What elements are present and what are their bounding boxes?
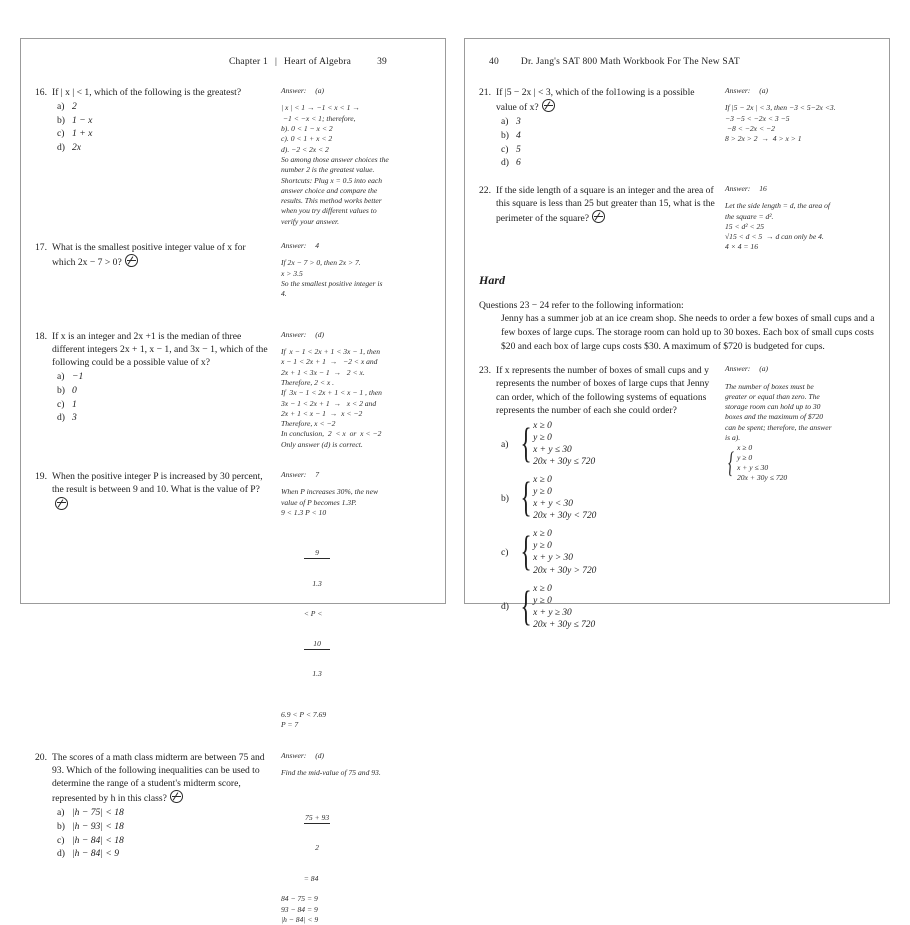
choice-text: 3 bbox=[72, 411, 77, 425]
question-stem-22 bbox=[496, 184, 715, 226]
choice-label: b) bbox=[501, 129, 516, 143]
question-19 bbox=[35, 470, 271, 512]
choice-text: 3 bbox=[516, 115, 521, 129]
answer-label: Answer: bbox=[725, 364, 750, 373]
choice-label: b) bbox=[501, 493, 516, 504]
choice-text: |h − 84| < 18 bbox=[72, 834, 124, 848]
choice-text: 2 bbox=[72, 100, 77, 114]
choice-label: b) bbox=[57, 114, 72, 128]
answer-value: (a) bbox=[759, 364, 768, 373]
choice-20-a[interactable] bbox=[57, 806, 271, 820]
answer-line: |h − 84| < 9 bbox=[281, 915, 431, 925]
question-block-17 bbox=[35, 241, 431, 300]
answer-column-19 bbox=[271, 470, 431, 730]
question-number-22: 22. bbox=[479, 184, 496, 226]
answer-value: 7 bbox=[315, 470, 319, 479]
fraction-middle: < P < bbox=[304, 609, 323, 618]
question-block-19 bbox=[35, 470, 431, 730]
question-23 bbox=[479, 364, 715, 417]
answer-line: | x | < 1 → −1 < x < 1 → bbox=[281, 103, 431, 113]
question-column-16 bbox=[35, 86, 271, 155]
system-row: 20x + 30y ≤ 720 bbox=[533, 619, 595, 631]
grid-in-icon bbox=[125, 254, 138, 267]
question-number-18: 18. bbox=[35, 330, 52, 370]
choice-23-b[interactable]: b) { x ≥ 0 y ≥ 0 x + y < 30 20x + 30y < 720 bbox=[501, 474, 715, 522]
fraction-denominator: 2 bbox=[304, 844, 331, 853]
answer-23 bbox=[725, 364, 875, 483]
question-16 bbox=[35, 86, 271, 99]
choice-label: c) bbox=[501, 143, 516, 157]
answer-value: (d) bbox=[315, 751, 324, 760]
question-21 bbox=[479, 86, 715, 114]
answer-column-23 bbox=[715, 364, 875, 483]
answer-value: (d) bbox=[315, 330, 324, 339]
stem-text: What is the smallest positive integer value of x for which 2x − 7 > 0? bbox=[52, 242, 246, 268]
answer-line: boxes and the maximum of $720 bbox=[725, 412, 875, 422]
choice-text: 4 bbox=[516, 129, 521, 143]
system-row: x + y ≥ 30 bbox=[533, 607, 595, 619]
answer-line: 9 < 1.3 P < 10 bbox=[281, 508, 431, 518]
answer-value: 16 bbox=[759, 184, 767, 193]
answer-line: The number of boxes must be bbox=[725, 382, 875, 392]
answer-line: is a). bbox=[725, 433, 875, 443]
answer-line: When P increases 30%, the new bbox=[281, 487, 431, 497]
question-number-19: 19. bbox=[35, 470, 52, 512]
question-column-20 bbox=[35, 751, 271, 861]
answer-label: Answer: bbox=[281, 330, 306, 339]
answer-header-23 bbox=[725, 364, 875, 374]
page-right bbox=[464, 38, 890, 604]
grid-in-icon bbox=[55, 497, 68, 510]
answer-line: 6.9 < P < 7.69 bbox=[281, 710, 431, 720]
answer-line: So among those answer choices the bbox=[281, 155, 431, 165]
choice-label: d) bbox=[501, 601, 516, 612]
question-number-20: 20. bbox=[35, 751, 52, 806]
question-column-23 bbox=[479, 364, 715, 636]
answer-line: Therefore, x < −2 bbox=[281, 419, 431, 429]
stem-text: The scores of a math class midterm are between 75 and 93. Which of the following inequalities can be used to determine the range of a student's midterm score, represented by h in this class? bbox=[52, 752, 265, 805]
question-column-18 bbox=[35, 330, 271, 425]
choice-18-d[interactable] bbox=[57, 411, 271, 425]
question-18 bbox=[35, 330, 271, 370]
choice-21-a[interactable] bbox=[501, 115, 715, 129]
answer-fraction-inequality bbox=[281, 518, 431, 710]
fraction-numerator: 9 bbox=[304, 549, 331, 559]
answer-line: when you try different values to bbox=[281, 206, 431, 216]
fraction-equals: = 84 bbox=[304, 874, 319, 883]
system-row: y ≥ 0 bbox=[533, 486, 596, 498]
question-column-19 bbox=[35, 470, 271, 512]
system-row: x ≥ 0 bbox=[533, 474, 596, 486]
section-heading-hard: Hard bbox=[479, 273, 875, 288]
answer-column-20 bbox=[271, 751, 431, 925]
grid-in-icon bbox=[542, 99, 555, 112]
choice-text: 2x bbox=[72, 141, 81, 155]
answer-line: value of P becomes 1.3P. bbox=[281, 498, 431, 508]
answer-label: Answer: bbox=[281, 751, 306, 760]
grid-in-icon bbox=[170, 790, 183, 803]
choice-text: 6 bbox=[516, 156, 521, 170]
choice-text: |h − 84| < 9 bbox=[72, 847, 119, 861]
answer-header-20 bbox=[281, 751, 431, 761]
choice-system bbox=[533, 420, 595, 468]
question-column-21 bbox=[479, 86, 715, 170]
answer-line: 15 < d² < 25 bbox=[725, 222, 875, 232]
answer-column-16 bbox=[271, 86, 431, 227]
book-title: Dr. Jang's SAT 800 Math Workbook For The New SAT bbox=[521, 57, 740, 70]
question-column-22 bbox=[479, 184, 715, 226]
question-number-23: 23. bbox=[479, 364, 496, 417]
answer-20 bbox=[281, 751, 431, 925]
answer-label: Answer: bbox=[725, 184, 750, 193]
choice-label: a) bbox=[57, 370, 72, 384]
system-row: 20x + 30y < 720 bbox=[533, 510, 596, 522]
answer-line: −8 < −2x < −2 bbox=[725, 124, 875, 134]
answer-21 bbox=[725, 86, 875, 145]
passage-body: Jenny has a summer job at an ice cream shop. She needs to order a few boxes of small cups and a few boxes of large cups. The storage room can hold up to 30 boxes. Each box of small cups costs $20 and each box of large cups costs $30. A maximum of $720 is budgeted for cups. bbox=[479, 312, 875, 353]
question-stem-19 bbox=[52, 470, 271, 512]
choice-text: 1 bbox=[72, 398, 77, 412]
question-stem-23: If x represents the number of boxes of small cups and y represents the number of boxes of large cups that Jenny can order, which of the following systems of equations represents the number of each she could order? bbox=[496, 364, 715, 417]
answer-line: Therefore, 2 < x . bbox=[281, 378, 431, 388]
choice-20-c[interactable] bbox=[57, 834, 271, 848]
choice-label: d) bbox=[57, 411, 72, 425]
fraction-numerator: 75 + 93 bbox=[304, 814, 331, 824]
choices-21 bbox=[479, 115, 715, 169]
answer-19 bbox=[281, 470, 431, 730]
system-row: 20x + 30y ≤ 720 bbox=[533, 456, 595, 468]
choice-text: 5 bbox=[516, 143, 521, 157]
choice-16-c[interactable] bbox=[57, 127, 271, 141]
choice-18-b[interactable] bbox=[57, 384, 271, 398]
system-row: x ≥ 0 bbox=[737, 443, 787, 453]
answer-header-17 bbox=[281, 241, 431, 251]
question-stem-20 bbox=[52, 751, 271, 806]
answer-line: So the smallest positive integer is bbox=[281, 279, 431, 289]
fraction-right bbox=[304, 619, 331, 699]
choice-label: c) bbox=[57, 398, 72, 412]
answer-line: the square = d². bbox=[725, 212, 875, 222]
fraction-denominator: 1.3 bbox=[304, 580, 331, 589]
answer-value: (a) bbox=[315, 86, 324, 95]
answer-line: answer choice and compare the bbox=[281, 186, 431, 196]
question-block-23 bbox=[479, 364, 875, 636]
system-row: y ≥ 0 bbox=[737, 453, 787, 463]
grid-in-icon bbox=[592, 210, 605, 223]
answer-line: c). 0 < 1 + x < 2 bbox=[281, 134, 431, 144]
choices-18 bbox=[35, 370, 271, 424]
system-row: 20x + 30y ≤ 720 bbox=[737, 473, 787, 483]
answer-18 bbox=[281, 330, 431, 450]
answer-system-23: { x ≥ 0 y ≥ 0 x + y ≤ 30 20x + 30y ≤ 720 bbox=[725, 443, 875, 482]
choice-label: d) bbox=[57, 141, 72, 155]
running-head-left bbox=[35, 57, 431, 70]
answer-line: results. This method works better bbox=[281, 196, 431, 206]
answer-line: 2x + 1 < x − 1 → x < −2 bbox=[281, 409, 431, 419]
question-stem-18: If x is an integer and 2x +1 is the median of three different integers 2x + 1, x − 1, and 3x − 1, which of the following could be a possible value of x? bbox=[52, 330, 271, 370]
answer-label: Answer: bbox=[725, 86, 750, 95]
answer-line: If 3x − 1 < 2x + 1 < x − 1 , then bbox=[281, 388, 431, 398]
choice-23-a[interactable]: a) { x ≥ 0 y ≥ 0 x + y ≤ 30 20x + 30y ≤ 720 bbox=[501, 420, 715, 468]
choice-label: c) bbox=[501, 547, 516, 558]
choice-text: |h − 93| < 18 bbox=[72, 820, 124, 834]
answer-17 bbox=[281, 241, 431, 300]
choice-system bbox=[533, 474, 596, 522]
question-block-18 bbox=[35, 330, 431, 450]
question-17 bbox=[35, 241, 271, 269]
answer-line: verify your answer. bbox=[281, 217, 431, 227]
stem-text: If the side length of a square is an integer and the area of this square is less than 25 but greater than 15, what is the perimeter of the square? bbox=[496, 185, 715, 224]
question-block-22 bbox=[479, 184, 875, 253]
choice-text: 1 − x bbox=[72, 114, 92, 128]
answer-line: −1 < −x < 1; therefore, bbox=[281, 114, 431, 124]
answer-header-18 bbox=[281, 330, 431, 340]
answer-22 bbox=[725, 184, 875, 253]
passage-intro bbox=[479, 299, 875, 353]
answer-line: If x − 1 < 2x + 1 < 3x − 1, then bbox=[281, 347, 431, 357]
question-number-17: 17. bbox=[35, 241, 52, 269]
choice-system bbox=[533, 583, 595, 631]
answer-system-rows bbox=[737, 443, 787, 482]
answer-line: 3x − 1 < 2x + 1 → x < 2 and bbox=[281, 399, 431, 409]
stem-text: When the positive integer P is increased by 30 percent, the result is between 9 and 10. What is the value of P? bbox=[52, 471, 263, 495]
question-block-20 bbox=[35, 751, 431, 925]
answer-line: If |5 − 2x | < 3, then −3 < 5−2x <3. bbox=[725, 103, 875, 113]
stem-text: If |5 − 2x | < 3, which of the fol1owing is a possible value of x? bbox=[496, 87, 695, 113]
answer-line: If 2x − 7 > 0, then 2x > 7. bbox=[281, 258, 431, 268]
choice-label: c) bbox=[57, 127, 72, 141]
system-row: y ≥ 0 bbox=[533, 540, 596, 552]
answer-line: Find the mid-value of 75 and 93. bbox=[281, 768, 431, 778]
choice-16-b[interactable] bbox=[57, 114, 271, 128]
answer-column-22 bbox=[715, 184, 875, 253]
answer-line: In conclusion, 2 < x or x < −2 bbox=[281, 429, 431, 439]
fraction bbox=[304, 793, 331, 873]
system-row: x + y > 30 bbox=[533, 552, 596, 564]
answer-16 bbox=[281, 86, 431, 227]
choice-label: d) bbox=[57, 847, 72, 861]
answer-header-22 bbox=[725, 184, 875, 194]
answer-header-19 bbox=[281, 470, 431, 480]
answer-line: −3 −5 < −2x < 3 −5 bbox=[725, 114, 875, 124]
choice-21-c[interactable] bbox=[501, 143, 715, 157]
answer-line: 2x + 1 < 3x − 1 → 2 < x. bbox=[281, 368, 431, 378]
answer-line: Shortcuts: Plug x = 0.5 into each bbox=[281, 176, 431, 186]
answer-value: (a) bbox=[759, 86, 768, 95]
running-head-right bbox=[479, 57, 875, 70]
question-block-21 bbox=[479, 86, 875, 170]
choice-label: a) bbox=[501, 115, 516, 129]
answer-column-17 bbox=[271, 241, 431, 300]
answer-line: Let the side length = d, the area of bbox=[725, 201, 875, 211]
question-block-16 bbox=[35, 86, 431, 227]
choice-label: a) bbox=[501, 439, 516, 450]
answer-line: P = 7 bbox=[281, 720, 431, 730]
answer-line: √15 < d < 5 → d can only be 4. bbox=[725, 232, 875, 242]
question-stem-16: If | x | < 1, which of the following is the greatest? bbox=[52, 86, 271, 99]
answer-label: Answer: bbox=[281, 86, 306, 95]
answer-line: 93 − 84 = 9 bbox=[281, 905, 431, 915]
system-row: x + y < 30 bbox=[533, 498, 596, 510]
choice-label: b) bbox=[57, 820, 72, 834]
choice-18-c[interactable] bbox=[57, 398, 271, 412]
page-left bbox=[20, 38, 446, 604]
choice-16-d[interactable] bbox=[57, 141, 271, 155]
choices-23 bbox=[479, 420, 715, 631]
answer-line: b). 0 < 1 − x < 2 bbox=[281, 124, 431, 134]
page-number-right: 40 bbox=[489, 57, 499, 70]
system-row: x + y ≤ 30 bbox=[533, 444, 595, 456]
choice-text: 1 + x bbox=[72, 127, 92, 141]
answer-header-16 bbox=[281, 86, 431, 96]
question-20 bbox=[35, 751, 271, 806]
answer-fraction-equation bbox=[281, 783, 431, 894]
question-stem-21 bbox=[496, 86, 715, 114]
page-number-left: 39 bbox=[377, 57, 387, 70]
answer-line: 4 × 4 = 16 bbox=[725, 242, 875, 252]
answer-label: Answer: bbox=[281, 470, 306, 479]
answer-line: greater or equal than zero. The bbox=[725, 392, 875, 402]
passage-lead: Questions 23 − 24 refer to the following information: bbox=[479, 299, 875, 313]
choice-text: |h − 75| < 18 bbox=[72, 806, 124, 820]
choices-16 bbox=[35, 100, 271, 154]
answer-line: can be spent; therefore, the answer bbox=[725, 423, 875, 433]
answer-line: number 2 is the greatest value. bbox=[281, 165, 431, 175]
choice-system bbox=[533, 528, 596, 576]
choice-label: d) bbox=[501, 156, 516, 170]
question-number-16: 16. bbox=[35, 86, 52, 99]
choice-21-b[interactable] bbox=[501, 129, 715, 143]
choice-23-c[interactable]: c) { x ≥ 0 y ≥ 0 x + y > 30 20x + 30y > 720 bbox=[501, 528, 715, 576]
system-row: y ≥ 0 bbox=[533, 595, 595, 607]
answer-line: 8 > 2x > 2 → 4 > x > 1 bbox=[725, 134, 875, 144]
system-row: y ≥ 0 bbox=[533, 432, 595, 444]
fraction-left bbox=[304, 529, 331, 609]
choice-label: b) bbox=[57, 384, 72, 398]
answer-label: Answer: bbox=[281, 241, 306, 250]
answer-value: 4 bbox=[315, 241, 319, 250]
answer-column-18 bbox=[271, 330, 431, 450]
running-head-title: Heart of Algebra bbox=[284, 57, 351, 70]
question-column-17 bbox=[35, 241, 271, 269]
answer-line: Only answer (d) is correct. bbox=[281, 440, 431, 450]
choice-text: −1 bbox=[72, 370, 83, 384]
choice-18-a[interactable] bbox=[57, 370, 271, 384]
choice-20-b[interactable] bbox=[57, 820, 271, 834]
choice-label: a) bbox=[57, 806, 72, 820]
running-head-chapter: Chapter 1 bbox=[229, 57, 268, 70]
choice-label: c) bbox=[57, 834, 72, 848]
choice-label: a) bbox=[57, 100, 72, 114]
answer-line: d). −2 < 2x < 2 bbox=[281, 145, 431, 155]
answer-line: storage room can hold up to 30 bbox=[725, 402, 875, 412]
system-row: x ≥ 0 bbox=[533, 528, 596, 540]
choice-text: 0 bbox=[72, 384, 77, 398]
answer-column-21 bbox=[715, 86, 875, 145]
question-22 bbox=[479, 184, 715, 226]
system-row: x ≥ 0 bbox=[533, 583, 595, 595]
choices-20 bbox=[35, 806, 271, 860]
fraction-denominator: 1.3 bbox=[304, 670, 331, 679]
choice-23-d[interactable]: d) { x ≥ 0 y ≥ 0 x + y ≥ 30 20x + 30y ≤ 720 bbox=[501, 583, 715, 631]
answer-line: 4. bbox=[281, 289, 431, 299]
answer-line: x > 3.5 bbox=[281, 269, 431, 279]
question-number-21: 21. bbox=[479, 86, 496, 114]
choice-16-a[interactable] bbox=[57, 100, 271, 114]
choice-21-d[interactable] bbox=[501, 156, 715, 170]
answer-line: 84 − 75 = 9 bbox=[281, 894, 431, 904]
question-stem-17 bbox=[52, 241, 271, 269]
choice-20-d[interactable] bbox=[57, 847, 271, 861]
answer-line: x − 1 < 2x + 1 → −2 < x and bbox=[281, 357, 431, 367]
system-row: 20x + 30y > 720 bbox=[533, 565, 596, 577]
fraction-numerator: 10 bbox=[304, 640, 331, 650]
system-row: x ≥ 0 bbox=[533, 420, 595, 432]
running-head-separator: | bbox=[275, 57, 277, 70]
system-row: x + y ≤ 30 bbox=[737, 463, 787, 473]
answer-header-21 bbox=[725, 86, 875, 96]
